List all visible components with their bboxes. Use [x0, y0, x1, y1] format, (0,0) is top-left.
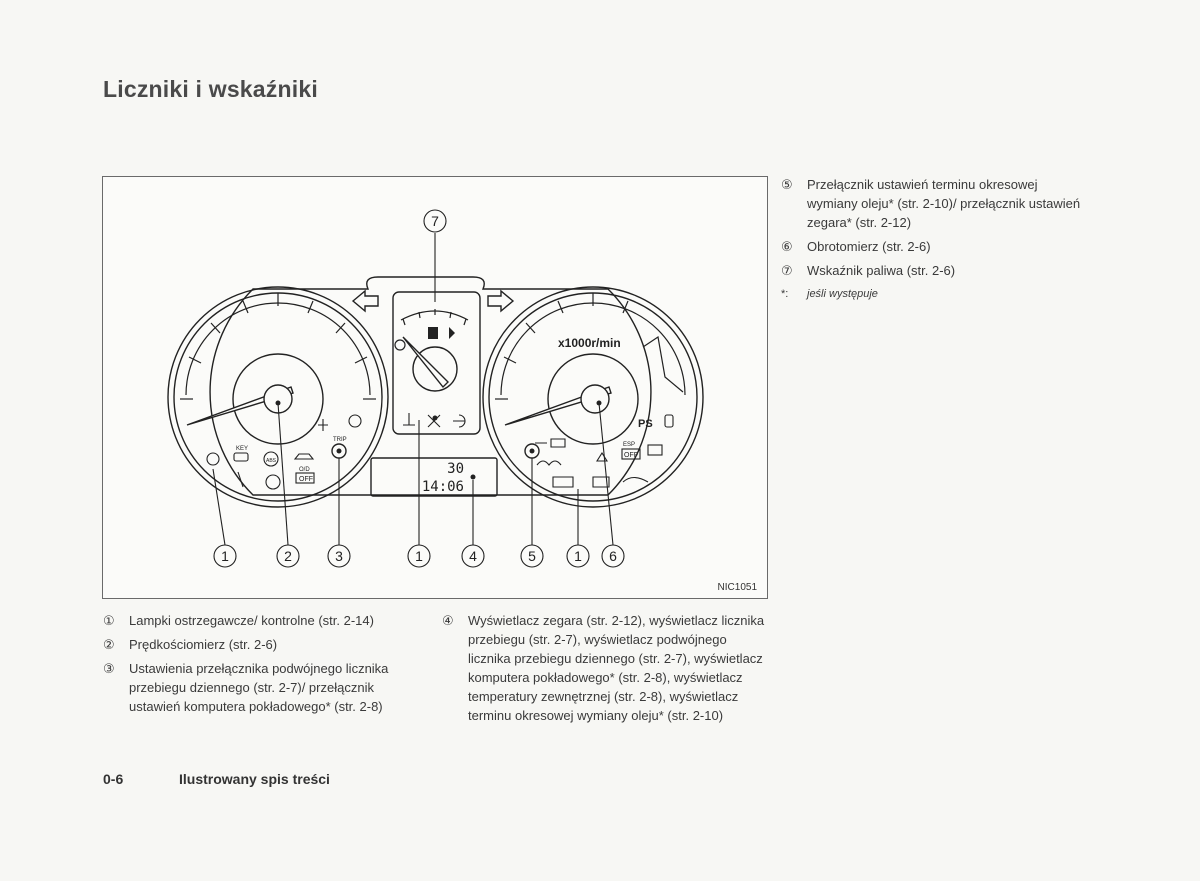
abs-label: ABS — [266, 458, 277, 464]
esp-off-label: OFF — [624, 452, 638, 459]
legend-mid — [442, 611, 772, 730]
callout-label-1c: 1 — [574, 548, 582, 564]
legend-text: Lampki ostrzegawcze/ kontrolne (str. 2-14) — [129, 613, 374, 628]
legend-left — [103, 611, 421, 721]
callout-label-6: 6 — [609, 548, 617, 564]
legend-num: ⑦ — [781, 263, 793, 278]
legend-item-5 — [781, 175, 1081, 232]
trip-label: TRIP — [333, 437, 347, 443]
callout-label-4: 4 — [469, 548, 477, 564]
callout-label-1a: 1 — [221, 548, 229, 564]
legend-text: Obrotomierz (str. 2-6) — [807, 239, 931, 254]
legend-text: Przełącznik ustawień terminu okresowej wymiany oleju* (str. 2-10)/ przełącznik ustawień zegara* (str. 2-12) — [807, 177, 1081, 230]
figure-code: NIC1051 — [717, 582, 757, 593]
footnote-marker: *: — [781, 288, 789, 300]
od-label: O/D — [299, 467, 310, 473]
legend-text: Ustawienia przełącznika podwójnego licznika przebiegu dziennego (str. 2-7)/ przełącznik ustawień komputera pokładowego* (str. 2-8) — [129, 661, 389, 714]
instrument-cluster-figure — [102, 176, 768, 599]
key-label: KEY — [236, 446, 249, 452]
legend-text: Wyświetlacz zegara (str. 2-12), wyświetlacz licznika przebiegu (str. 2-7), wyświetlacz podwójnego licznika przebiegu dziennego (str. 2-7), wyświetlacz komputera pokładowego* (str. 2-8), wyświetlacz temperatury zewnętrznej (str. 2-8), wyświetlacz terminu okresowej wymiany oleju* (str. 2-10) — [468, 613, 765, 723]
right-turn-arrow — [488, 291, 513, 311]
legend-text: Prędkościomierz (str. 2-6) — [129, 637, 278, 652]
footnote — [781, 285, 1081, 304]
legend-num: ① — [103, 613, 115, 628]
fuel-module — [393, 292, 480, 434]
legend-item-2 — [103, 635, 421, 654]
fuel-pump-icon — [428, 327, 455, 339]
callout-label-1b: 1 — [415, 548, 423, 564]
esp-label: ESP — [623, 442, 636, 448]
legend-item-7 — [781, 261, 1081, 280]
legend-num: ④ — [442, 613, 454, 628]
fuel-needle — [403, 337, 448, 387]
footnote-text: jeśli występuje — [807, 288, 878, 300]
page-number: 0-6 — [103, 771, 124, 787]
od-off-label: OFF — [299, 476, 313, 483]
tacho-unit-label: x1000r/min — [558, 336, 621, 350]
legend-item-6 — [781, 237, 1081, 256]
legend-text: Wskaźnik paliwa (str. 2-6) — [807, 263, 956, 278]
page-title: Liczniki i wskaźniki — [103, 76, 318, 102]
legend-item-3 — [103, 659, 421, 716]
display-line-2: 14:06 — [421, 479, 464, 495]
legend-right — [781, 175, 1081, 304]
legend-item-4 — [442, 611, 772, 725]
legend-num: ② — [103, 637, 115, 652]
legend-num: ③ — [103, 661, 115, 676]
ps-label: PS — [638, 418, 653, 430]
display-line-1: 30 — [447, 461, 464, 477]
callout-label-7: 7 — [431, 213, 439, 229]
legend-num: ⑤ — [781, 177, 793, 192]
legend-item-1 — [103, 611, 421, 630]
legend-num: ⑥ — [781, 239, 793, 254]
cluster-diagram — [103, 177, 767, 598]
callout-label-5: 5 — [528, 548, 536, 564]
callout-label-2: 2 — [284, 548, 292, 564]
section-title: Ilustrowany spis treści — [179, 771, 330, 787]
left-turn-arrow — [353, 291, 378, 311]
speedometer-ticks — [180, 293, 376, 399]
callout-label-3: 3 — [335, 548, 343, 564]
